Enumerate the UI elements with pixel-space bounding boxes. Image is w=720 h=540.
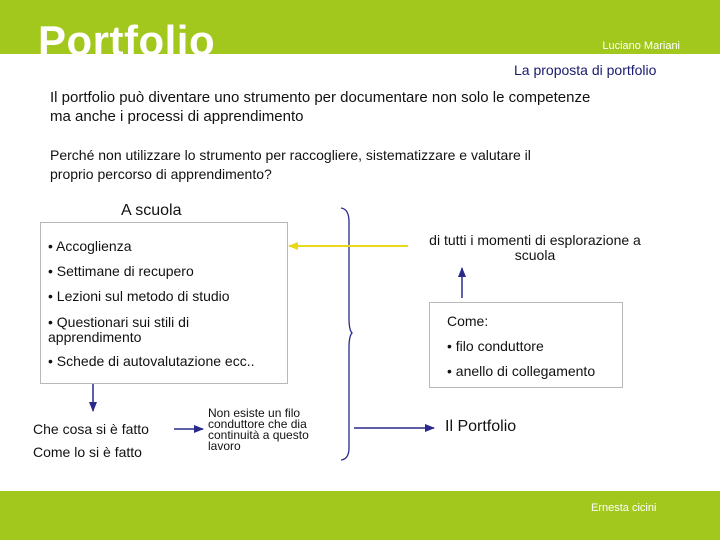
- no-thread-note: Non esiste un filo conduttore che dia continuità a questo lavoro: [208, 406, 309, 453]
- question-text: Perché non utilizzare lo strumento per raccogliere, sistematizzare e valutare il proprio percorso di apprendimento?: [50, 147, 531, 182]
- done-line: Come lo si è fatto: [33, 444, 142, 460]
- activity-item: • Schede di autovalutazione ecc..: [48, 353, 255, 369]
- done-line: Che cosa si è fatto: [33, 421, 149, 437]
- activity-item: • Settimane di recupero: [48, 263, 194, 279]
- activity-item: • Accoglienza: [48, 238, 132, 254]
- activity-item: • Questionari sui stili di apprendimento: [48, 314, 190, 345]
- how-item: • anello di collegamento: [447, 363, 596, 379]
- brand-title: Portfolio: [38, 17, 216, 54]
- intro-text: Il portfolio può diventare uno strumento per documentare non solo le competenze ma anche i processi di apprendimento: [50, 89, 591, 125]
- how-item: • filo conduttore: [447, 338, 544, 354]
- how-title: Come:: [447, 313, 489, 329]
- footer-credit: Ernesta cicini: [591, 502, 657, 514]
- slide-subtitle: La proposta di portfolio: [514, 62, 657, 78]
- portfolio-label: Il Portfolio: [445, 418, 517, 435]
- author-name: Luciano Mariani: [602, 40, 680, 52]
- school-title: A scuola: [121, 202, 182, 219]
- exploration-text: di tutti i momenti di esplorazione a scuola: [429, 232, 641, 263]
- activity-item: • Lezioni sul metodo di studio: [48, 288, 230, 304]
- footer-bar: [0, 491, 720, 540]
